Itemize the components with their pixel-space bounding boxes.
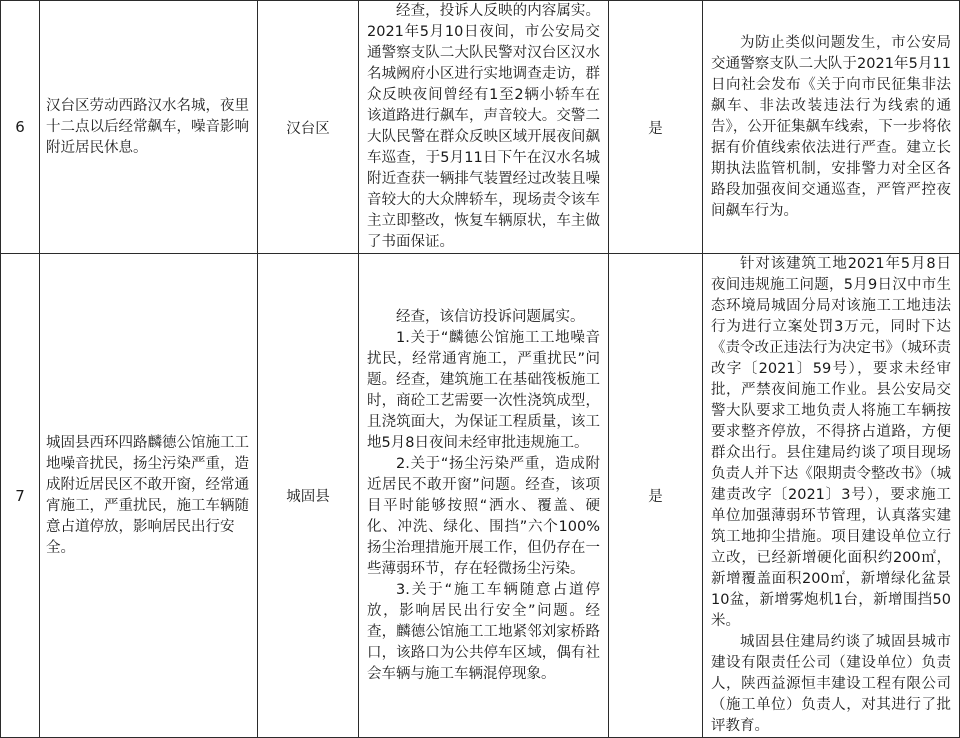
- row-number: 6: [1, 1, 40, 254]
- verification-result: [359, 1, 609, 254]
- verification-paragraph: 经查，该信访投诉问题属实。: [396, 308, 585, 325]
- complaint-content: 城固县西环四路麟德公馆施工工地噪音扰民，扬尘污染严重，造成附近居民区不敢开窗，经常通宵施工，严重扰民，施工车辆随意占道停放，影响居民出行安全。: [40, 254, 258, 738]
- district-cell: 汉台区: [258, 1, 359, 254]
- verification-paragraph: 2.关于“扬尘污染严重，造成附近居民不敢开窗”问题。经查，该项目平时能够按照“洒水、覆盖、硬化、冲洗、绿化、围挡”六个100%扬尘治理措施开展工作，但仍存在一些薄弱环节，存在轻微扬尘污染。: [367, 455, 600, 577]
- complaint-content: 汉台区劳动西路汉水名城，夜里十二点以后经常飙车，噪音影响附近居民休息。: [40, 1, 258, 254]
- district-cell: 城固县: [258, 254, 359, 738]
- table-row: [1, 1, 960, 254]
- handling-measures: [703, 1, 960, 254]
- measures-paragraph: 为防止类似问题发生，市公安局交通警察支队二大队于2021年5月11日向社会发布《关于向市民征集非法飙车、非法改装违法行为线索的通告》，公开征集飙车线索，下一步将依据有价值线索依法进行严查。建立长期执法监管机制，安排警力对全区各路段加强夜间交通巡查，严管严控夜间飙车行为。: [711, 34, 951, 219]
- verification-result: [359, 254, 609, 738]
- table-row: [1, 254, 960, 738]
- measures-paragraph: 城固县住建局约谈了城固县城市建设有限责任公司（建设单位）负责人，陕西益源恒丰建设工程有限公司（施工单位）负责人，对其进行了批评教育。: [711, 634, 951, 734]
- verified-flag: 是: [609, 1, 703, 254]
- handling-measures: [703, 254, 960, 738]
- verified-flag: 是: [609, 254, 703, 738]
- verification-paragraph: 1.关于“麟德公馆施工工地噪音扰民，经常通宵施工，严重扰民”问题。经查，建筑施工在基础筏板施工时，商砼工艺需要一次性浇筑成型，且浇筑面大，为保证工程质量，该工地5月8日夜间未经审批违规施工。: [367, 329, 600, 451]
- verification-paragraph: 经查，投诉人反映的内容属实。2021年5月10日夜间，市公安局交通警察支队二大队民警对汉台区汉水名城阙府小区进行实地调查走访，群众反映夜间曾经有1至2辆小轿车在该道路进行飙车，声音较大。交警二大队民警在群众反映区域开展夜间飙车巡查，于5月11日下午在汉水名城附近查获一辆排气装置经过改装且噪音较大的大众牌轿车，现场责令该车主立即整改，恢复车辆原状，车主做了书面保证。: [367, 3, 600, 250]
- measures-paragraph: 针对该建筑工地2021年5月8日夜间违规施工问题，5月9日汉中市生态环境局城固分局对该施工工地违法行为进行立案处罚3万元，同时下达《责令改正违法行为决定书》（城环责改字〔2021〕59号），要求未经审批，严禁夜间施工作业。县公安局交警大队要求工地负责人将施工车辆按要求整齐停放，不得挤占道路，方便群众出行。县住建局约谈了项目现场负责人并下达《限期责令整改书》（城建责改字〔2021〕3号），要求施工单位加强薄弱环节管理，认真落实建筑工地抑尘措施。项目建设单位立行立改，已经新增硬化面积约200㎡，新增覆盖面积200㎡，新增绿化盆景10盆，新增雾炮机1台，新增围挡50米。: [711, 256, 951, 629]
- verification-paragraph: 3.关于“施工车辆随意占道停放，影响居民出行安全”问题。经查，麟德公馆施工工地紧邻刘家桥路口，该路口为公共停车区域，偶有社会车辆与施工车辆混停现象。: [367, 581, 600, 682]
- row-number: 7: [1, 254, 40, 738]
